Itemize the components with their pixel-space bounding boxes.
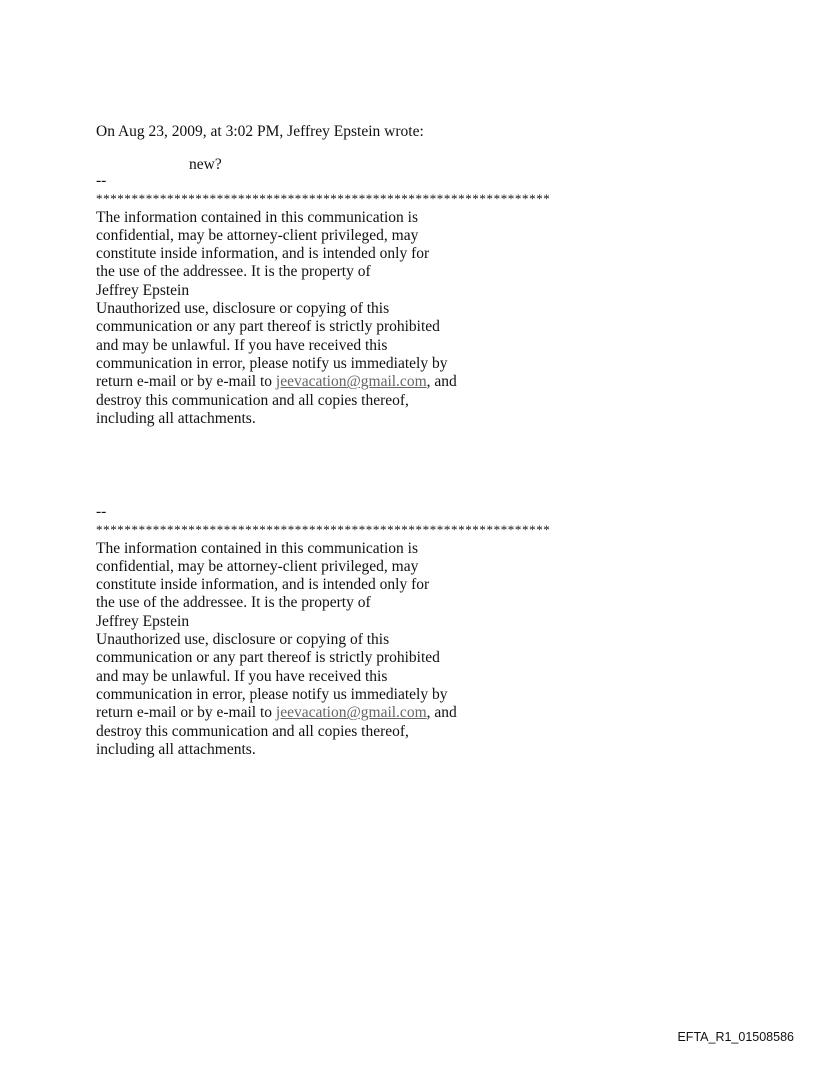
disclaimer-line: communication in error, please notify us immediately by [96, 354, 448, 372]
document-id: EFTA_R1_01508586 [677, 1030, 794, 1044]
disclaimer-line-suffix: , and [426, 373, 457, 391]
disclaimer-line-with-email [96, 373, 550, 391]
disclaimer-line: including all attachments. [96, 740, 256, 758]
disclaimer-block-1 [96, 172, 550, 428]
email-link[interactable]: jeevacation@gmail.com [275, 373, 427, 391]
email-link[interactable]: jeevacation@gmail.com [275, 704, 427, 722]
disclaimer-line: The information contained in this communication is [96, 208, 418, 226]
disclaimer-line: Unauthorized use, disclosure or copying of this [96, 300, 390, 318]
disclaimer-line: confidential, may be attorney-client privileged, may [96, 557, 419, 575]
disclaimer-line: communication in error, please notify us immediately by [96, 685, 448, 703]
disclaimer-line: constitute inside information, and is intended only for [96, 245, 430, 263]
disclaimer-line: Jeffrey Epstein [96, 281, 190, 299]
disclaimer-line-prefix: return e-mail or by e-mail to [96, 373, 276, 391]
disclaimer-line: Unauthorized use, disclosure or copying of this [96, 631, 390, 649]
disclaimer-line: destroy this communication and all copies thereof, [96, 391, 409, 409]
disclaimer-line: and may be unlawful. If you have received this [96, 667, 388, 685]
disclaimer-block-2 [96, 503, 550, 759]
disclaimer-line: communication or any part thereof is strictly prohibited [96, 318, 440, 336]
signature-dash: -- [96, 503, 107, 520]
asterisk-separator: **************************************************************** [96, 522, 551, 538]
disclaimer-line: including all attachments. [96, 409, 256, 427]
disclaimer-line-suffix: , and [426, 704, 457, 722]
disclaimer-line: and may be unlawful. If you have received this [96, 336, 388, 354]
disclaimer-line: communication or any part thereof is strictly prohibited [96, 649, 440, 667]
disclaimer-line: the use of the addressee. It is the property of [96, 263, 371, 281]
disclaimer-line-with-email [96, 704, 550, 722]
asterisk-separator: **************************************************************** [96, 191, 551, 207]
disclaimer-line-prefix: return e-mail or by e-mail to [96, 704, 276, 722]
disclaimer-line: The information contained in this communication is [96, 539, 418, 557]
reply-header: On Aug 23, 2009, at 3:02 PM, Jeffrey Epstein wrote: [96, 123, 424, 140]
disclaimer-line: Jeffrey Epstein [96, 612, 190, 630]
disclaimer-line: the use of the addressee. It is the property of [96, 594, 371, 612]
disclaimer-line: constitute inside information, and is intended only for [96, 576, 430, 594]
disclaimer-line: destroy this communication and all copies thereof, [96, 722, 409, 740]
signature-dash: -- [96, 172, 107, 189]
disclaimer-line: confidential, may be attorney-client privileged, may [96, 226, 419, 244]
message-body: new? [189, 156, 222, 173]
